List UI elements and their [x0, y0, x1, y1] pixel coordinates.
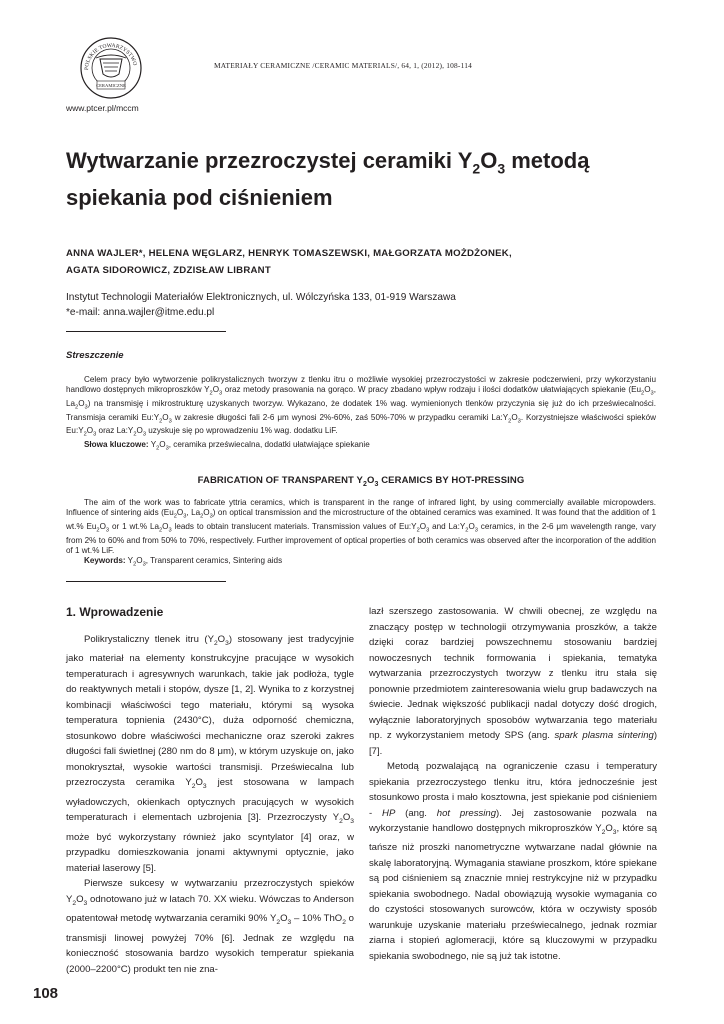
journal-header: MATERIAŁY CERAMICZNE /CERAMIC MATERIALS/, 64, 1, (2012), 108-114	[214, 61, 472, 70]
body-column-right: lazł szerszego zastosowania. W chwili obecnej, ze względu na znaczący postęp w technologii otrzymywania proszków, a także dzięki coraz bardziej powszechnemu stosowaniu bardziej nowoczesnych technik formowania i spiekania, tematyka wytwarzania przezroczystych tworzyw z tlenku itru stała się ponownie przedmiotem zainteresowania wielu grup badawczych na świecie. Jednak większość publikacji nadal dotyczy dość drogich, wyłącznie laboratoryjnych sposobów wytwarzania tego materiału np. z wykorzystaniem metody SPS (ang. spark plasma sintering) [7]. Metodą pozwalającą na ograniczenie czasu i temperatury spiekania przezroczystego tlenku itru, która jednocześnie jest stosunkowo prosta i mało kosztowna, jest spiekanie pod ciśnieniem - HP (ang. hot pressing). Jej zastosowanie pozwala na wykorzystanie handlowo dostępnych mikroproszków $Y_2O_3$, które są tańsze niż proszki nanometryczne wytwarzane nadal głównie na skalę laboratoryjną. Wymagania stawiane proszkom, które spiekane są pod ciśnieniem są znacznie mniej restrykcyjne niż w przypadku spiekania swobodnego. Nadal obowiązują wysokie wymagania co do czystości stosowanych surowców, która w oczywisty sposób warunkuje uzyskanie materiału przeświecalnego, jednak rozmiar ziarna i stopień aglomeracji, które są kluczowymi w przypadku spiekania swobodnego, nie są już tak istotne.	[369, 606, 657, 962]
svg-text:POLSKIE TOWARZYSTWO: POLSKIE TOWARZYSTWO	[83, 42, 138, 71]
institute-address: Instytut Technologii Materiałów Elektronicznych, ul. Wólczyńska 133, 01-919 Warszawa	[66, 292, 456, 303]
divider	[66, 581, 226, 582]
journal-url[interactable]: www.ptcer.pl/mccm	[66, 103, 139, 113]
divider	[66, 331, 226, 332]
keywords-en-label: Keywords:	[84, 555, 126, 565]
affiliation	[66, 290, 456, 320]
body-column-left: 1. Wprowadzenie Polikrystaliczny tlenek itru $(Y_2O_3)$ stosowany jest tradycyjnie jako materiał na elementy konstrukcyjne pracujące w wysokich temperaturach i agresywnych warunkach, takie jak podłoża, tygle do reaktywnych metali i stopów, dysze [1, 2]. Wynika to z korzystnej kombinacji właściwości tego materiału, którymi są wysoka temperatura topnienia (2430°C), duża odporność chemiczna, stosunkowo dobre właściwości mechaniczne oraz szeroki zakres długości fali świetlnej (280 nm do 8 μm), w którym uzyskuje on, jako monokryształ, wysokie wartości transmisji. Przeświecalna lub przezroczysta ceramika $Y_2O_3$ jest stosowana w lampach wyładowczych, okienkach optycznych pracujących w wysokich temperaturach i elementach uzbrojenia [3]. Przezroczysty $Y_2O_3$ może być wykorzystany również jako scyntylator [4] oraz, w przypadku domieszkowania jonami aktywnymi optycznie, jako materiał laserowy [5]. Pierwsze sukcesy w wytwarzaniu przezroczystych spieków $Y_2O_3$ odnotowano już w latach 70. XX wieku. Wówczas to Anderson opatentował metodę wytwarzania ceramiki 90% $Y_2O_3 - 10\%$ ThO$_2$ o transmisji linowej powyżej 70% [6]. Jednak ze względu na konieczność stosowania bardzo wysokich temperatur spiekania (2000–2200°C) produkt ten nie zna-	[66, 605, 355, 975]
english-title: FABRICATION OF TRANSPARENT $Y_2O_3$ CERAMICS BY HOT-PRESSING	[197, 475, 525, 488]
abstract-pl: Celem pracy było wytworzenie polikrystalicznych tworzyw z tlenku itru o możliwie wysokiej przezroczystości w zakresie podczerwieni, przy wykorzystaniu handlowo dostępnych mikroproszków $Y_2O_3$ oraz metody prasowania na gorąco. W pracy zbadano wpływ rodzaju i ilości dodatków ułatwiających spiekanie ($Eu_2O_3$, $La_2O_3$) na transmisję i mikrostrukturę uzyskanych tworzyw. Wykazano, że dodatek 1% wag. wymienionych tlenków przyczynia się już do ich przeświecalności. Transmisja ceramiki $Eu:Y_2O_3$ w zakresie długości fali 2-6 μm wynosi 2%-60%, zaś 50%-70% w przypadku ceramiki $La:Y_2O_3$. Korzystniejsze właściwości spieków $Eu:Y_2O_3$ oraz $La:Y_2O_3$ uzyskuje się po wprowadzeniu 1% wag. dodatku LiF. Słowa kluczowe: $Y_2O_3$, ceramika przeświecalna, dodatki ułatwiające spiekanie	[66, 375, 656, 452]
author-list	[66, 245, 666, 279]
society-logo	[76, 36, 146, 100]
paper-title: Wytwarzanie przezroczystej ceramiki $Y_2O_3$ metodą spiekania pod ciśnieniem	[66, 148, 590, 211]
svg-text:CERAMICZNE: CERAMICZNE	[96, 83, 126, 88]
contact-email[interactable]: *e-mail: anna.wajler@itme.edu.pl	[66, 307, 215, 318]
abstract-pl-heading: Streszczenie	[66, 350, 124, 361]
section-heading: 1. Wprowadzenie	[66, 605, 164, 619]
abstract-en: The aim of the work was to fabricate yttria ceramics, which is transparent in the range of infrared light, by using commercially available micropowders. Influence of sintering aids ($Eu_2O_3$, $La_2O_3$) on optical transmission and the microstructure of the obtained ceramics was examined. It was found that the addition of 1 wt.% $Eu_2O_3$ or 1 wt.% $La_2O_3$ leads to obtain translucent materials. Transmission values of $Eu:Y_2O_3$ and $La:Y_2O_3$ ceramics, in the 2-6 μm wavelength range, vary from 2% to 60% and from 50% to 70%, respectively. Further improvement of optical properties of both ceramics was observed after the incorporation of the addition of 1 wt.% LiF. Keywords: $Y_2O_3$, Transparent ceramics, Sintering aids	[66, 498, 656, 568]
keywords-pl-label: Słowa kluczowe:	[84, 439, 149, 449]
authors-line-1: ANNA WAJLER*, HELENA WĘGLARZ, HENRYK TOMASZEWSKI, MAŁGORZATA MOŻDŻONEK,	[66, 248, 512, 259]
page-number: 108	[33, 985, 59, 1002]
authors-line-2: AGATA SIDOROWICZ, ZDZISŁAW LIBRANT	[66, 265, 271, 276]
